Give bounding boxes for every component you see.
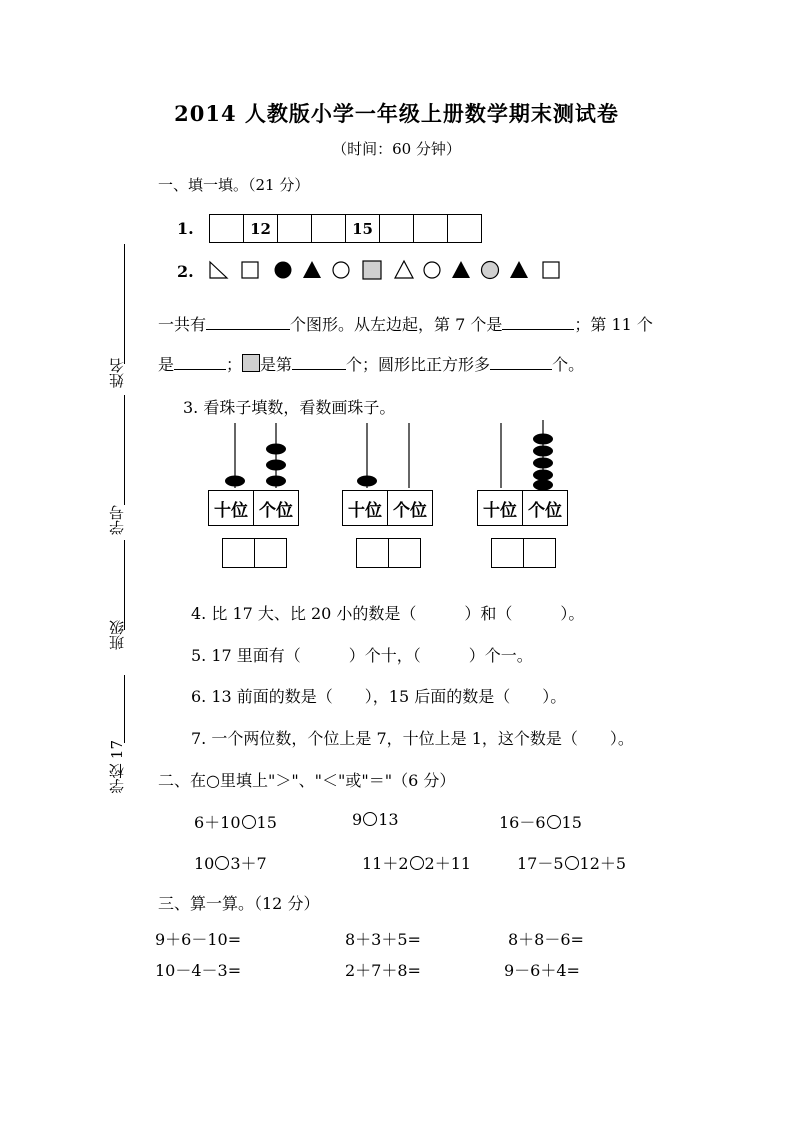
compare-item bbox=[499, 810, 582, 833]
answer-cell[interactable] bbox=[492, 539, 524, 567]
white-square-icon bbox=[543, 262, 559, 278]
id-line bbox=[124, 395, 125, 505]
compare-left: 16－6 bbox=[499, 813, 546, 832]
bead bbox=[533, 480, 553, 491]
shapes-row bbox=[208, 259, 568, 281]
abacus-1 bbox=[225, 423, 286, 488]
black-triangle-icon bbox=[510, 261, 528, 278]
name-line bbox=[124, 244, 125, 364]
bead bbox=[533, 470, 553, 481]
section3-heading: 三、算一算。（12 分） bbox=[158, 894, 320, 913]
school-line bbox=[124, 675, 125, 743]
compare-left: 17－5 bbox=[517, 854, 564, 873]
white-circle-icon bbox=[424, 262, 440, 278]
compare-circle[interactable] bbox=[410, 856, 424, 870]
number-sequence-boxes bbox=[209, 214, 482, 243]
q1-number: 1. bbox=[177, 219, 194, 238]
section1-heading: 一、填一填。（21 分） bbox=[158, 176, 310, 194]
compare-right: 12＋5 bbox=[579, 854, 627, 873]
compare-item bbox=[352, 810, 399, 829]
compare-left: 11＋2 bbox=[362, 854, 409, 873]
bead bbox=[266, 460, 286, 471]
abacus-2-answer bbox=[356, 538, 421, 568]
q2-line1 bbox=[158, 312, 653, 335]
seq-cell: 12 bbox=[244, 215, 278, 242]
q5-text: 5. 17 里面有（ ）个十，（ ）个一。 bbox=[191, 646, 533, 665]
seq-cell[interactable] bbox=[210, 215, 244, 242]
compare-circle[interactable] bbox=[242, 815, 256, 829]
q2-line2 bbox=[158, 352, 584, 375]
q2-text-e: ； bbox=[226, 355, 243, 374]
seq-cell[interactable] bbox=[278, 215, 312, 242]
abacus-3 bbox=[501, 420, 553, 491]
abacus-1-answer bbox=[222, 538, 287, 568]
section2-heading: 二、在○里填上"＞"、"＜"或"＝"（6 分） bbox=[158, 771, 456, 790]
ones-label: 个位 bbox=[259, 500, 293, 521]
white-triangle-icon bbox=[395, 261, 413, 278]
compare-item bbox=[362, 851, 471, 874]
eleventh-shape-blank[interactable] bbox=[174, 369, 226, 370]
name-label: 姓名 bbox=[108, 358, 126, 388]
compare-circle[interactable] bbox=[215, 856, 229, 870]
q2-text-c: ；第 11 个 bbox=[574, 315, 653, 334]
calc-item[interactable]: 10－4－3= bbox=[155, 961, 242, 980]
compare-right: 13 bbox=[378, 810, 399, 829]
compare-right: 3＋7 bbox=[230, 854, 267, 873]
compare-right: 15 bbox=[256, 813, 277, 832]
page-title: 2014 人教版小学一年级上册数学期末测试卷 bbox=[174, 101, 619, 126]
q7-text: 7. 一个两位数，个位上是 7，十位上是 1，这个数是（ ）。 bbox=[191, 729, 634, 748]
ones-label: 个位 bbox=[393, 500, 427, 521]
tens-label: 十位 bbox=[478, 491, 523, 525]
q2-text-g: 个；圆形比正方形多 bbox=[346, 355, 491, 374]
class-label: 班级 bbox=[108, 620, 126, 650]
bead bbox=[533, 434, 553, 445]
calc-item[interactable]: 9－6＋4= bbox=[504, 961, 580, 980]
compare-right: 2＋11 bbox=[424, 854, 472, 873]
abacus-3-labels bbox=[477, 490, 568, 526]
abacus-2-labels bbox=[342, 490, 433, 526]
answer-cell[interactable] bbox=[357, 539, 389, 567]
seventh-shape-blank[interactable] bbox=[502, 329, 574, 330]
tens-label: 十位 bbox=[343, 491, 388, 525]
q2-number: 2. bbox=[177, 262, 194, 281]
compare-item bbox=[517, 851, 626, 874]
q2-text-a: 一共有 bbox=[158, 315, 207, 334]
answer-cell[interactable] bbox=[524, 539, 555, 567]
compare-circle[interactable] bbox=[565, 856, 579, 870]
seq-cell[interactable] bbox=[448, 215, 481, 242]
calc-item[interactable]: 2＋7＋8= bbox=[345, 961, 421, 980]
q2-text-d: 是 bbox=[158, 355, 175, 374]
abacus-1-labels bbox=[208, 490, 299, 526]
calc-item[interactable]: 9＋6－10= bbox=[155, 930, 242, 949]
black-triangle-icon bbox=[452, 261, 470, 278]
bead bbox=[266, 476, 286, 487]
seq-cell[interactable] bbox=[312, 215, 346, 242]
white-square-icon bbox=[242, 262, 258, 278]
school-label: 学校 17 bbox=[108, 740, 126, 794]
gray-square-position-blank[interactable] bbox=[292, 369, 346, 370]
q2-text-h: 个。 bbox=[552, 355, 585, 374]
calc-item[interactable]: 8＋8－6= bbox=[508, 930, 584, 949]
q2-text-f: 是第 bbox=[260, 355, 293, 374]
calc-item[interactable]: 8＋3＋5= bbox=[345, 930, 421, 949]
answer-cell[interactable] bbox=[223, 539, 255, 567]
class-line bbox=[124, 540, 125, 630]
seq-cell[interactable] bbox=[380, 215, 414, 242]
compare-left: 6＋10 bbox=[194, 813, 241, 832]
compare-item bbox=[194, 810, 277, 833]
abacus-2 bbox=[357, 423, 409, 488]
bead bbox=[357, 476, 377, 487]
ones-label: 个位 bbox=[528, 500, 562, 521]
abacus-drawings bbox=[205, 418, 585, 493]
tens-label: 十位 bbox=[209, 491, 254, 525]
abacus-3-answer bbox=[491, 538, 556, 568]
answer-cell[interactable] bbox=[255, 539, 286, 567]
q6-text: 6. 13 前面的数是（ ），15 后面的数是（ ）。 bbox=[191, 687, 567, 706]
seq-cell: 15 bbox=[346, 215, 380, 242]
right-triangle-icon bbox=[210, 262, 227, 278]
shape-count-blank[interactable] bbox=[206, 329, 290, 330]
compare-left: 9 bbox=[352, 810, 363, 829]
q2-text-b: 个图形。从左边起，第 7 个是 bbox=[290, 315, 503, 334]
bead bbox=[533, 446, 553, 457]
bead bbox=[533, 458, 553, 469]
bead bbox=[266, 444, 286, 455]
white-circle-icon bbox=[333, 262, 349, 278]
compare-circle[interactable] bbox=[547, 815, 561, 829]
gray-circle-icon bbox=[482, 262, 499, 279]
black-triangle-icon bbox=[303, 261, 321, 278]
q4-text: 4. 比 17 大、比 20 小的数是（ ）和（ ）。 bbox=[191, 604, 585, 623]
compare-right: 15 bbox=[561, 813, 582, 832]
page-subtitle: （时间：60 分钟） bbox=[332, 140, 461, 158]
gray-square-icon bbox=[363, 261, 381, 279]
bead bbox=[225, 476, 245, 487]
compare-circle[interactable] bbox=[363, 812, 377, 826]
compare-item bbox=[194, 851, 267, 874]
seq-cell[interactable] bbox=[414, 215, 448, 242]
answer-cell[interactable] bbox=[389, 539, 420, 567]
black-circle-icon bbox=[275, 262, 292, 279]
id-label: 学号 bbox=[108, 505, 126, 535]
circle-difference-blank[interactable] bbox=[490, 369, 552, 370]
q3-text: 3. 看珠子填数，看数画珠子。 bbox=[183, 398, 396, 417]
gray-square-icon bbox=[242, 354, 260, 372]
compare-left: 10 bbox=[194, 854, 215, 873]
